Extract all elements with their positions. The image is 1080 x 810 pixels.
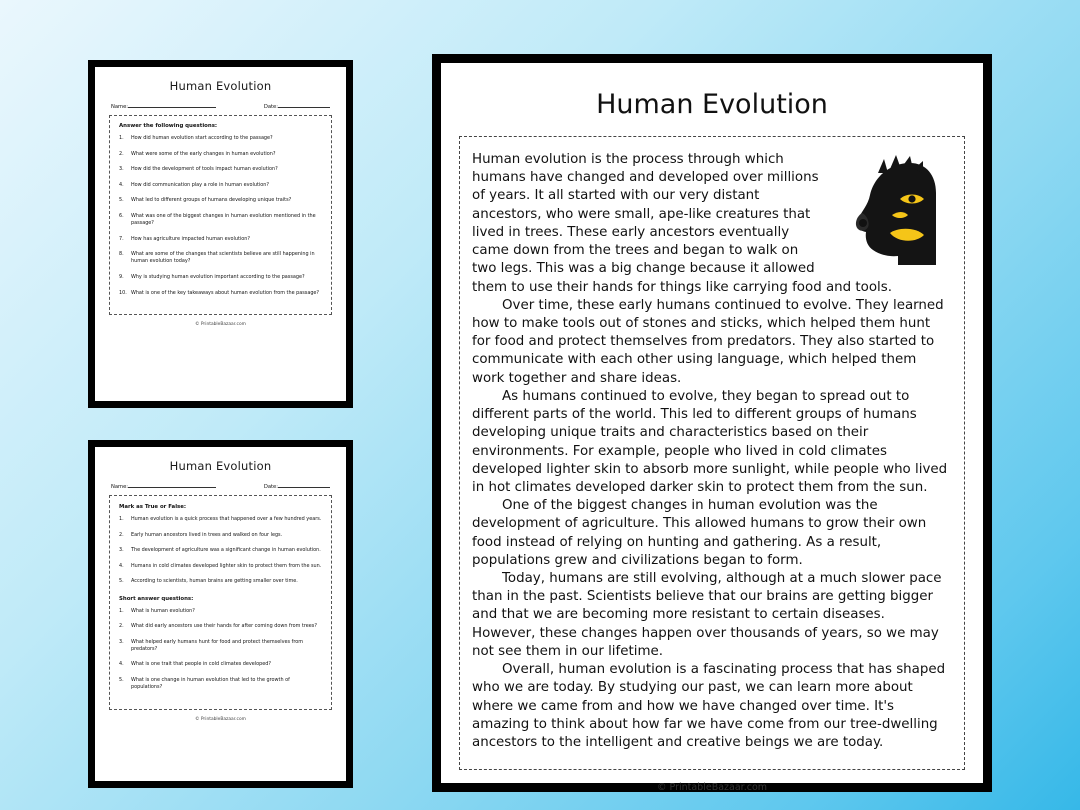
list-item	[119, 661, 322, 668]
question-number: 5.	[119, 197, 124, 204]
question-text: What is human evolution?	[131, 607, 195, 614]
date-field[interactable]	[264, 481, 330, 490]
section-heading-true-false: Mark as True or False:	[119, 504, 187, 510]
list-item	[119, 166, 322, 173]
list-item	[119, 532, 322, 539]
page-footer: © PrintableBazaar.com	[656, 782, 768, 793]
page-title: Human Evolution	[596, 89, 828, 120]
name-field[interactable]	[111, 481, 216, 490]
worksheet-questions-paper	[95, 67, 346, 401]
name-input-line[interactable]	[128, 101, 216, 108]
passage-paragraph: One of the biggest changes in human evolution was the development of agriculture. This allowed humans to grow their own food instead of relying on hunting and gathering. As a result, populations grew and civilizations began to form.	[472, 498, 927, 568]
question-number: 4.	[119, 661, 124, 668]
question-text: How has agriculture impacted human evolution?	[131, 235, 250, 242]
passage-paragraph: Today, humans are still evolving, although at a much slower pace than in the past. Scientists believe that our brains are getting bigger and that we are becoming more resistant to certain diseases. However, these changes happen over thousands of years, so we may not see them in our lifetime.	[472, 571, 942, 659]
question-text: What helped early humans hunt for food and protect themselves from predators?	[131, 638, 303, 652]
question-text: What led to different groups of humans developing unique traits?	[131, 197, 292, 204]
passage-container	[459, 136, 965, 770]
list-item	[119, 251, 322, 265]
question-text: How did communication play a role in human evolution?	[131, 181, 269, 188]
name-label: Name:	[111, 104, 129, 110]
true-false-list	[119, 516, 322, 586]
name-date-row	[109, 481, 332, 490]
question-number: 3.	[119, 547, 124, 554]
list-item	[119, 182, 322, 189]
date-input-line[interactable]	[278, 101, 330, 108]
worksheet-truefalse-page	[88, 440, 353, 788]
question-text: What is one of the key takeaways about human evolution from the passage?	[131, 289, 320, 296]
section-heading-short-answer: Short answer questions:	[119, 595, 194, 602]
worksheet-truefalse-paper	[95, 447, 346, 781]
question-list	[119, 135, 322, 297]
question-number: 9.	[119, 274, 124, 281]
list-item	[119, 563, 322, 570]
date-label: Date:	[263, 484, 278, 490]
passage-paragraph: Overall, human evolution is a fascinating process that has shaped who we are today. By studying our past, we can learn more about where we came from and how we have changed over time. It's amazing to think about how far we have come from our tree-dwelling ancestors to the intelligent and creative beings we are today.	[472, 662, 946, 750]
questions-container	[109, 115, 332, 315]
question-text: What were some of the early changes in human evolution?	[131, 150, 276, 157]
question-number: 7.	[119, 235, 124, 242]
question-number: 2.	[119, 531, 124, 538]
question-number: 4.	[119, 181, 124, 188]
list-item	[119, 623, 322, 630]
question-number: 1.	[119, 516, 124, 522]
list-item	[119, 197, 322, 204]
question-text: Early human ancestors lived in trees and walked on four legs.	[131, 531, 283, 538]
question-text: Why is studying human evolution important according to the passage?	[131, 274, 305, 281]
question-number: 2.	[119, 150, 124, 157]
question-number: 8.	[119, 251, 124, 258]
reading-passage-page	[432, 54, 992, 792]
list-item	[119, 236, 322, 243]
question-text: How did human evolution start according to the passage?	[131, 135, 273, 141]
list-item	[119, 290, 322, 297]
question-text: How did the development of tools impact human evolution?	[131, 166, 278, 173]
question-text: Humans in cold climates developed lighter skin to protect them from the sun.	[131, 562, 322, 569]
date-label: Date:	[263, 104, 278, 110]
passage-paragraph: Over time, these early humans continued to evolve. They learned how to make tools out of stones and sticks, which helped them hunt for food and protect themselves from predators. They also started to communicate with each other using language, which helped them work together and share ideas.	[472, 297, 944, 386]
truefalse-container	[109, 495, 332, 710]
question-text: What is one trait that people in cold climates developed?	[131, 661, 271, 668]
question-text: What are some of the changes that scientists believe are still happening in human evolution today?	[131, 251, 315, 265]
reading-passage-paper	[441, 63, 983, 793]
list-item	[119, 135, 322, 142]
question-text: According to scientists, human brains are getting smaller over time.	[131, 578, 298, 585]
question-number: 2.	[119, 623, 124, 630]
name-date-row	[109, 101, 332, 110]
question-text: What did early ancestors use their hands for after coming down from trees?	[131, 623, 317, 630]
question-number: 1.	[119, 135, 124, 141]
question-number: 1.	[119, 607, 124, 614]
question-text: What is one change in human evolution that led to the growth of populations?	[131, 677, 290, 691]
question-number: 10.	[119, 289, 127, 296]
list-item	[119, 274, 322, 281]
list-item	[119, 639, 322, 653]
page-footer: © PrintableBazaar.com	[195, 716, 246, 722]
question-text: What was one of the biggest changes in human evolution mentioned in the passage?	[131, 213, 316, 227]
passage-paragraph: As humans continued to evolve, they began to spread out to different parts of the world. This led to different groups of humans developing unique traits and characteristics based on their environments. For example, people who lived in cold climates developed lighter skin to absorb more sunlight, while people who lived in hot climates developed darker skin to protect them from the sun.	[472, 388, 948, 495]
section-heading: Answer the following questions:	[119, 123, 218, 129]
name-label: Name:	[111, 484, 129, 490]
question-number: 5.	[119, 677, 124, 684]
name-field[interactable]	[111, 101, 216, 110]
human-ancestor-head-icon	[832, 153, 952, 273]
page-title: Human Evolution	[169, 79, 272, 93]
date-input-line[interactable]	[278, 481, 330, 488]
question-number: 5.	[119, 578, 124, 585]
page-footer: © PrintableBazaar.com	[195, 322, 246, 328]
question-text: Human evolution is a quick process that happened over a few hundred years.	[131, 516, 322, 522]
question-number: 4.	[119, 562, 124, 569]
date-field[interactable]	[264, 101, 330, 110]
page-title: Human Evolution	[169, 459, 272, 473]
list-item	[119, 516, 322, 523]
list-item	[119, 213, 322, 227]
short-answer-list	[119, 608, 322, 692]
list-item	[119, 547, 322, 554]
worksheet-questions-page	[88, 60, 353, 408]
passage-paragraph: Human evolution is the process through which humans have changed and developed over millions of years. It all started with our very distant ancestors, who were small, ape-like creatures that lived in trees. These early ancestors eventually came down from the trees and began to walk on two legs. This was a big change because it allowed them to use their hands for things like carrying food and tools.	[472, 152, 892, 295]
name-input-line[interactable]	[128, 481, 216, 488]
question-number: 6.	[119, 213, 124, 220]
list-item	[119, 578, 322, 585]
question-number: 3.	[119, 638, 124, 645]
list-item	[119, 677, 322, 691]
list-item	[119, 151, 322, 158]
question-text: The development of agriculture was a significant change in human evolution.	[131, 547, 321, 554]
question-number: 3.	[119, 166, 124, 173]
list-item	[119, 608, 322, 615]
